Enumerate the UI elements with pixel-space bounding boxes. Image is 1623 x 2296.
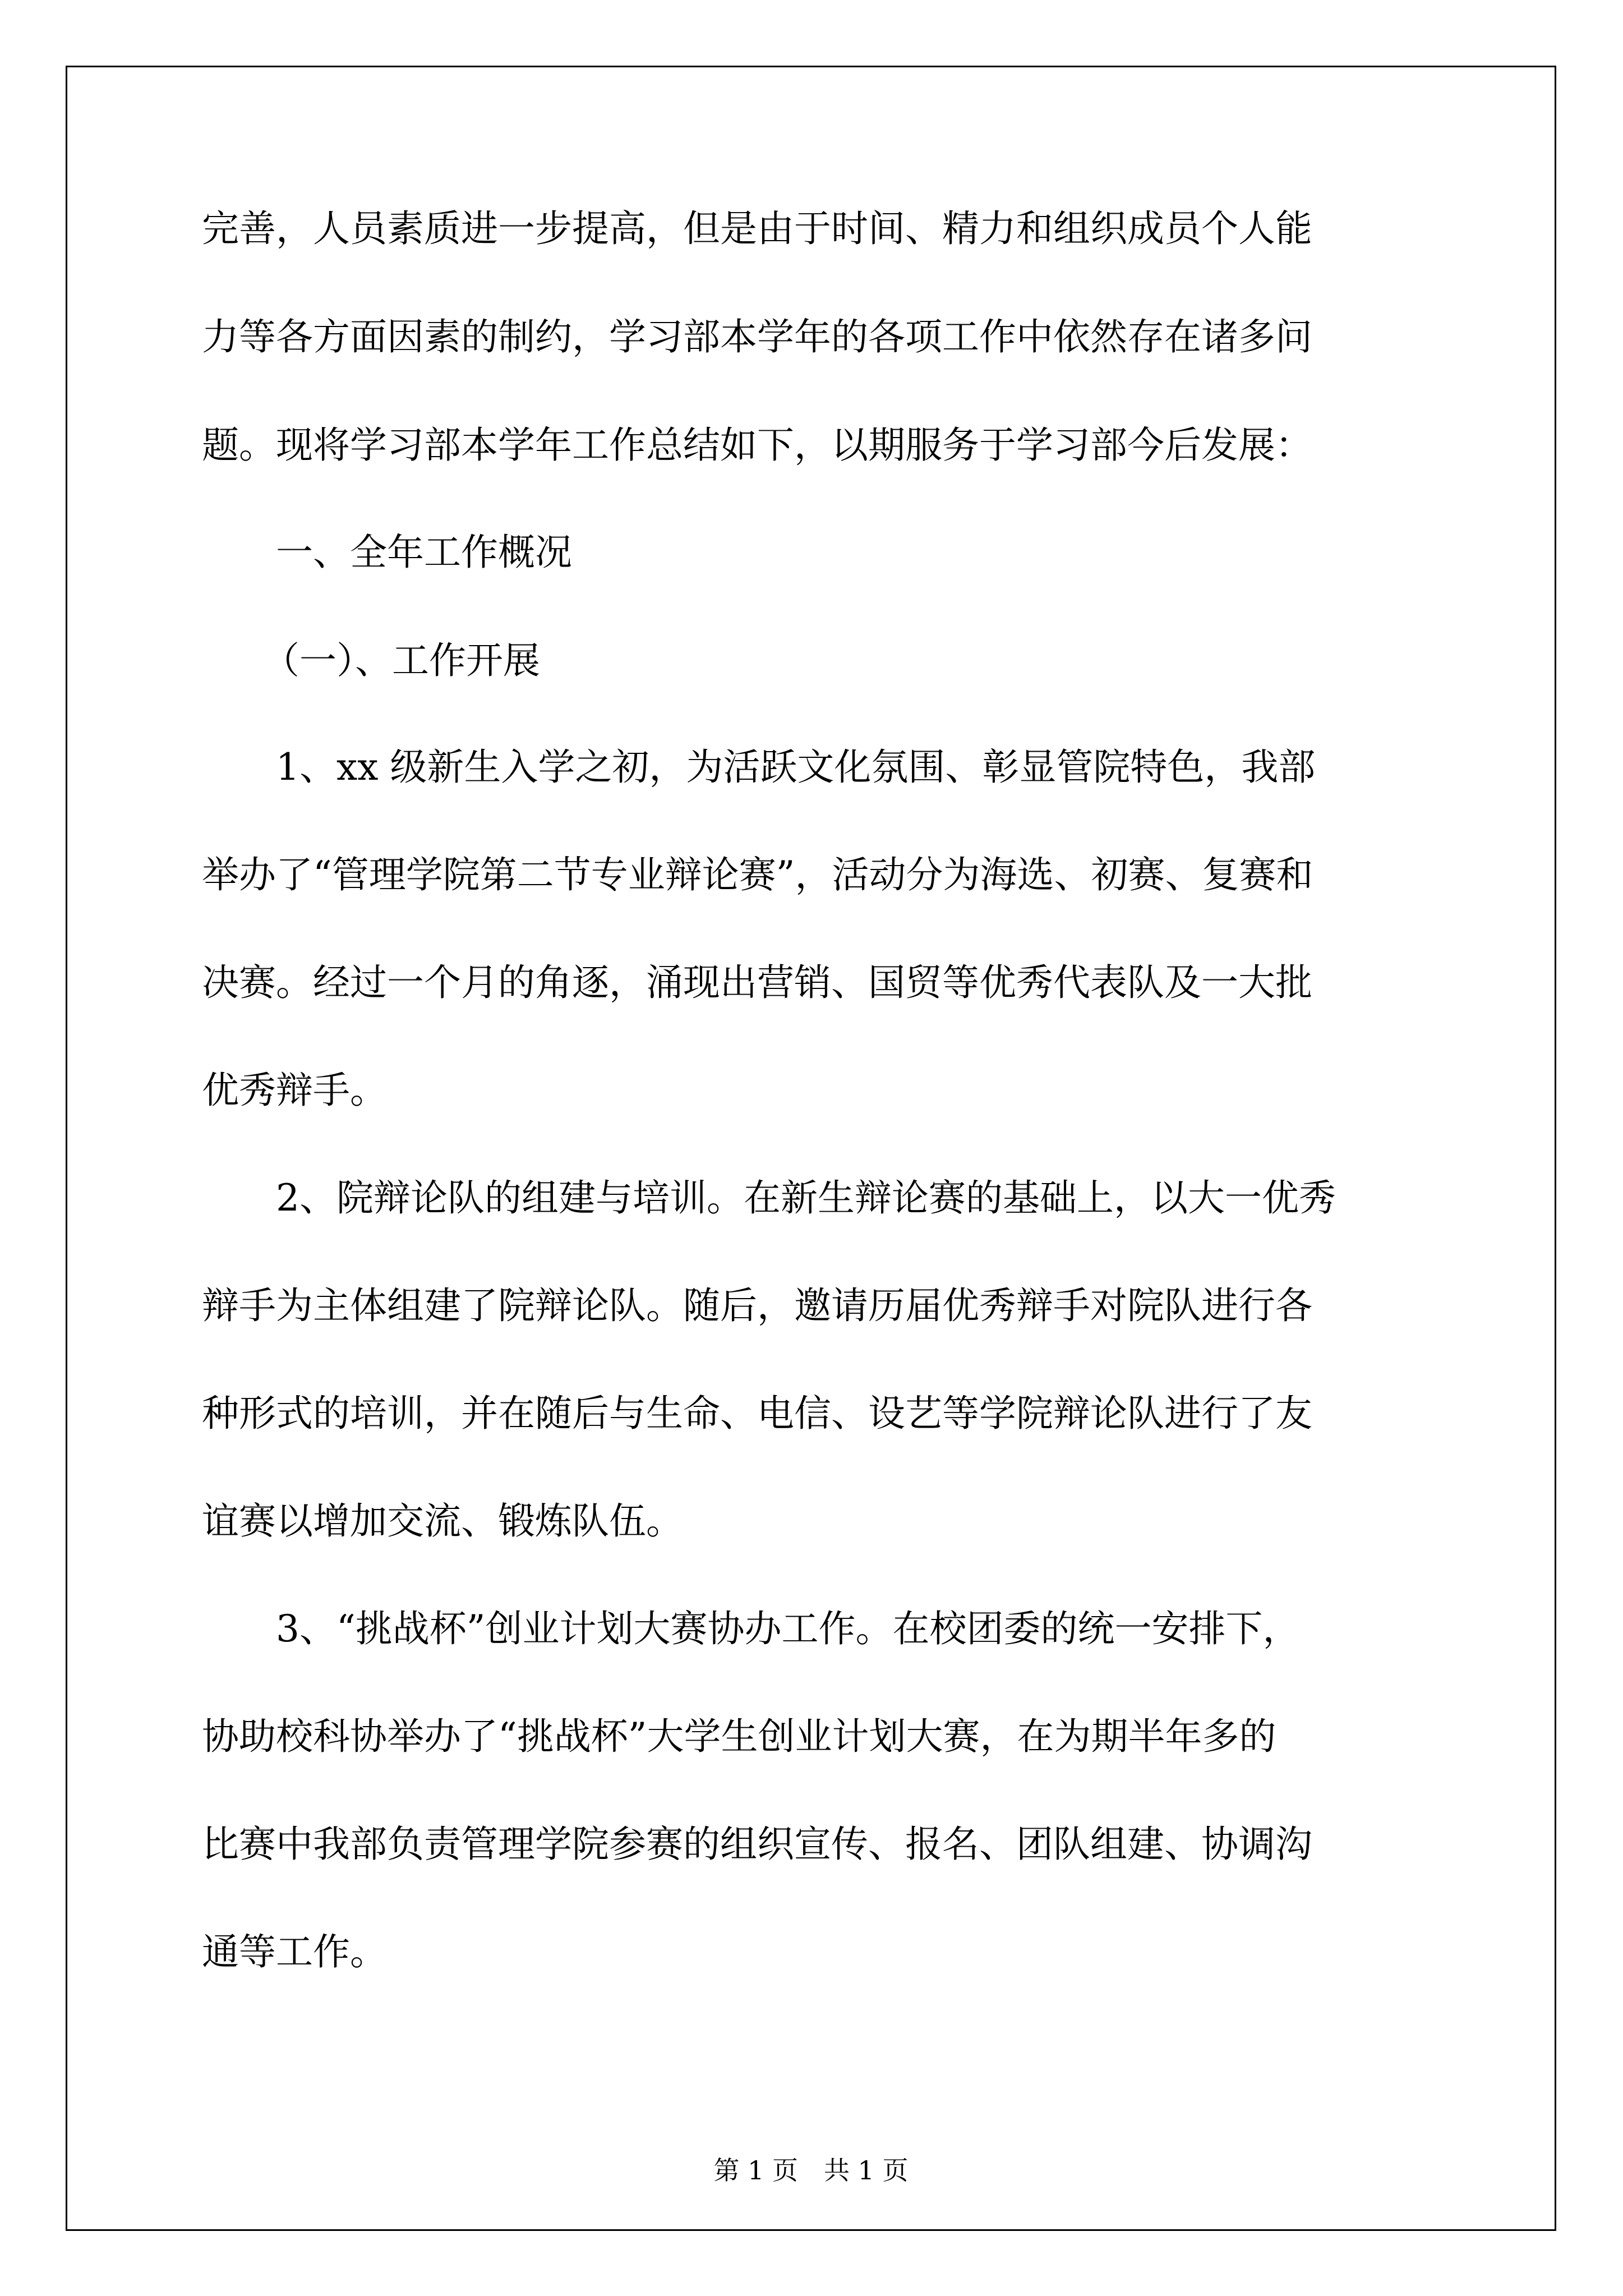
text-line: 比赛中我部负责管理学院参赛的组织宣传、报名、团队组建、协调沟: [202, 1823, 1312, 1866]
text-line: 力等各方面因素的制约，学习部本学年的各项工作中依然存在诸多问: [202, 315, 1312, 358]
page-frame: [66, 66, 1556, 2231]
text-line: 2、院辩论队的组建与培训。在新生辩论赛的基础上，以大一优秀: [276, 1176, 1336, 1220]
text-line: 3、“挑战杯”创业计划大赛协办工作。在校团委的统一安排下，: [276, 1607, 1300, 1650]
text-line: 优秀辩手。: [202, 1069, 387, 1112]
text-line: 种形式的培训，并在随后与生命、电信、设艺等学院辩论队进行了友: [202, 1392, 1312, 1435]
text-line: 通等工作。: [202, 1930, 387, 1973]
text-line: 举办了“管理学院第二节专业辩论赛”，活动分为海选、初赛、复赛和: [202, 853, 1313, 896]
text-line: 题。现将学习部本学年工作总结如下，以期服务于学习部今后发展：: [202, 424, 1312, 467]
text-line: 协助校科协举办了“挑战杯”大学生创业计划大赛，在为期半年多的: [202, 1715, 1276, 1758]
text-line: 辩手为主体组建了院辩论队。随后，邀请历届优秀辩手对院队进行各: [202, 1284, 1312, 1327]
subsection-heading: （一）、工作开展: [262, 639, 540, 682]
text-line: 1、xx 级新生入学之初，为活跃文化氛围、彰显管院特色，我部: [276, 746, 1316, 789]
text-line: 完善，人员素质进一步提高，但是由于时间、精力和组织成员个人能: [202, 207, 1312, 250]
section-heading: 一、全年工作概况: [276, 531, 572, 574]
text-line: 谊赛以增加交流、锻炼队伍。: [202, 1499, 683, 1543]
page-number-footer: 第 1 页 共 1 页: [713, 2155, 909, 2185]
text-line: 决赛。经过一个月的角逐，涌现出营销、国贸等优秀代表队及一大批: [202, 961, 1312, 1004]
